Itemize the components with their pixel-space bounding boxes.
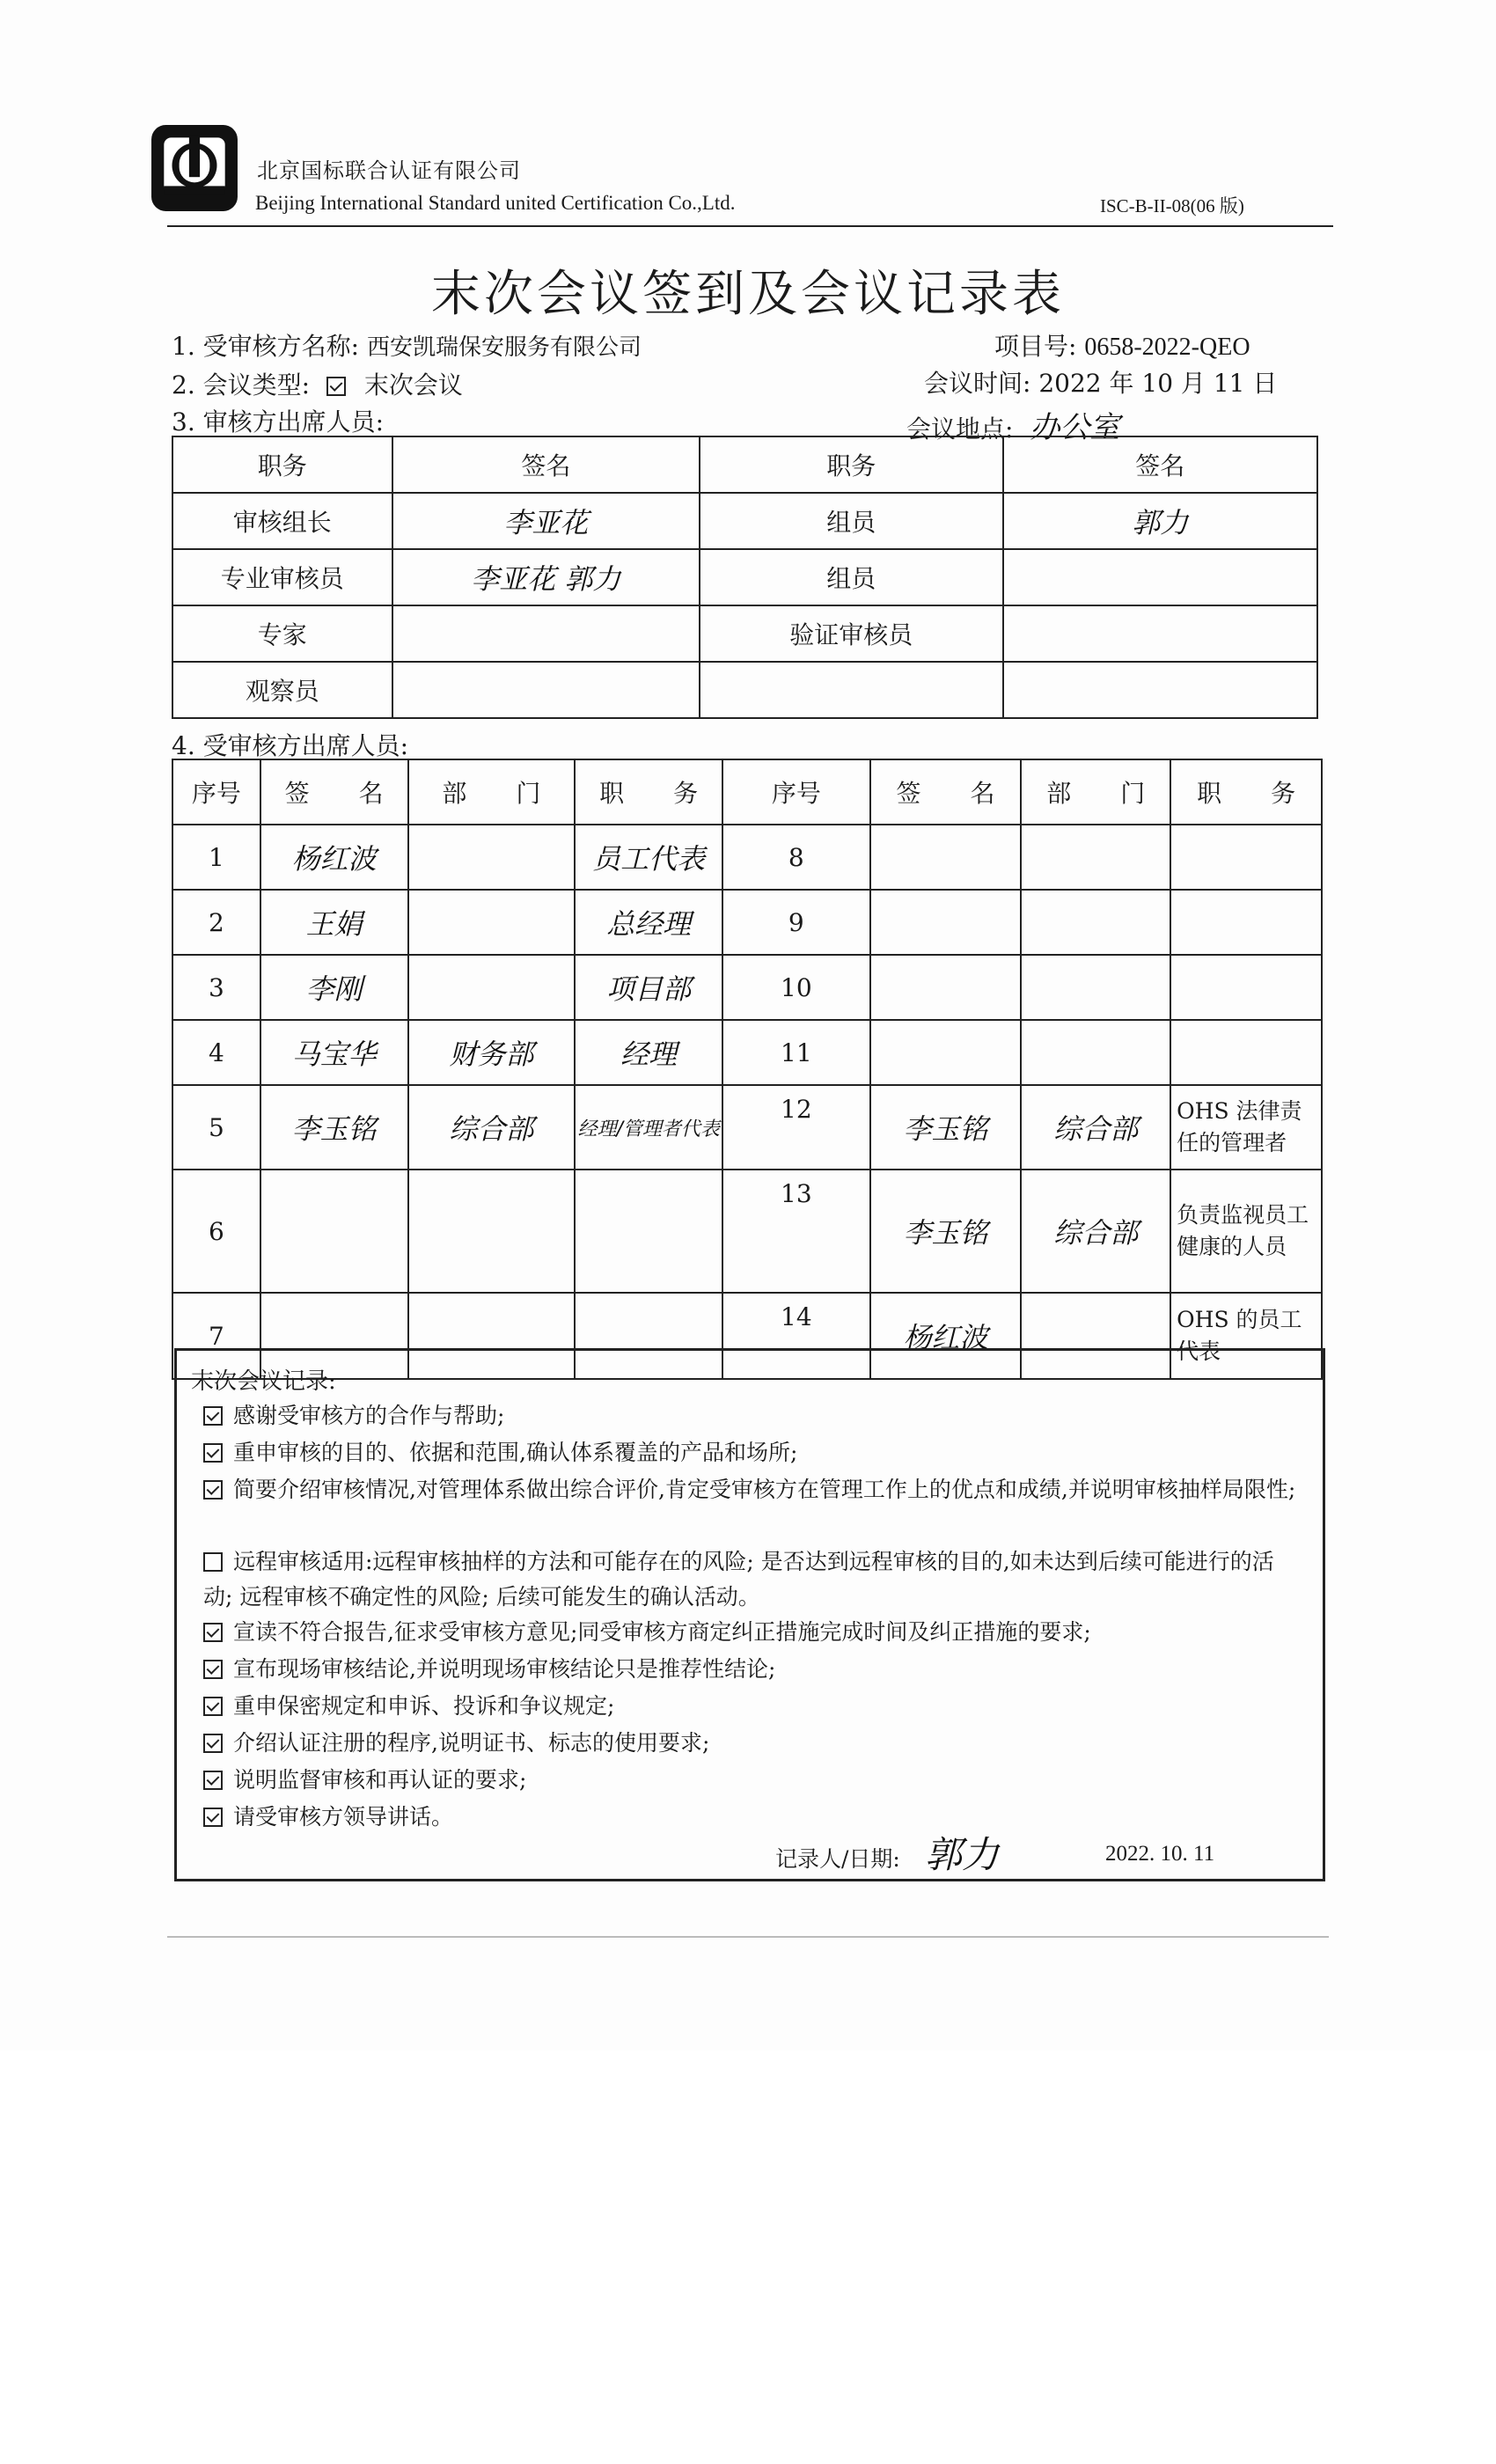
attendee-position-cell (1170, 825, 1322, 890)
attendee-signature-cell (870, 955, 1022, 1020)
meeting-type-value: 末次会议 (363, 370, 463, 400)
audit-party-label: 3. 审核方出席人员: (172, 407, 385, 436)
record-item (203, 1472, 1303, 1507)
attendee-number-cell: 4 (172, 1020, 260, 1085)
attendee-position-cell: 经理/管理者代表 (575, 1085, 722, 1170)
attendee-number-cell: 5 (172, 1085, 260, 1170)
attendee-number-cell: 1 (172, 825, 260, 890)
record-item (203, 1544, 1303, 1615)
role-cell (700, 662, 1002, 718)
attendee-header-cell: 职 务 (1170, 759, 1322, 825)
table-row (172, 662, 1317, 718)
record-item-text: 宣读不符合报告,征求受审核方意见;同受审核方商定纠正措施完成时间及纠正措施的要求; (233, 1619, 1091, 1645)
attendee-number-cell: 10 (722, 955, 870, 1020)
attendee-department-cell (1021, 1020, 1170, 1085)
recorder-label: 记录人/日期: (775, 1846, 900, 1872)
header-rule (167, 225, 1333, 227)
auditee-value: 西安凯瑞保安服务有限公司 (366, 334, 642, 361)
record-item (203, 1689, 1303, 1724)
attendee-position-cell (1170, 955, 1322, 1020)
attendee-number-cell: 14 (722, 1293, 870, 1379)
attendee-department-cell: 综合部 (1021, 1170, 1170, 1293)
attendee-header-cell: 序号 (722, 759, 870, 825)
attendee-position-cell: 负责监视员工健康的人员 (1170, 1170, 1322, 1293)
record-item (203, 1615, 1303, 1650)
attendee-number-cell: 11 (722, 1020, 870, 1085)
attendee-department-cell (1021, 890, 1170, 955)
document-title: 末次会议签到及会议记录表 (431, 266, 1065, 323)
role-cell: 专业审核员 (172, 549, 392, 605)
attendee-number-cell: 13 (722, 1170, 870, 1293)
meeting-place-label: 会议地点: (906, 414, 1014, 444)
attendee-number-cell: 7 (172, 1293, 260, 1379)
table-row (172, 493, 1317, 549)
audit-team-table (172, 436, 1318, 719)
auditee-party-label: 4. 受审核方出席人员: (172, 731, 409, 760)
table-row (172, 1085, 1322, 1170)
table-row (172, 890, 1322, 955)
attendee-header-cell: 部 门 (408, 759, 576, 825)
attendee-signature-cell: 李刚 (260, 955, 408, 1020)
role-cell: 观察员 (172, 662, 392, 718)
meeting-time-value: 2022 年 10 月 11 日 (1038, 369, 1278, 398)
record-item-checkbox[interactable] (203, 1552, 223, 1572)
audit-team-header-cell: 职务 (172, 436, 392, 493)
record-date: 2022. 10. 11 (1105, 1842, 1215, 1866)
table-row (172, 1170, 1322, 1293)
attendee-header-cell: 部 门 (1021, 759, 1170, 825)
table-row (172, 955, 1322, 1020)
attendee-position-cell (1170, 890, 1322, 955)
role-cell: 验证审核员 (700, 605, 1002, 662)
attendee-signature-cell (870, 890, 1022, 955)
company-logo (150, 123, 239, 213)
attendee-position-cell: OHS 法律责任的管理者 (1170, 1085, 1322, 1170)
record-item (203, 1652, 1303, 1687)
attendee-position-cell (575, 1170, 722, 1293)
meeting-type-line (172, 366, 463, 401)
record-title: 末次会议记录: (191, 1368, 336, 1395)
role-cell: 审核组长 (172, 493, 392, 549)
project-label: 项目号: (994, 332, 1077, 361)
bottom-rule (167, 1936, 1329, 1938)
record-item (203, 1763, 1303, 1798)
attendee-position-cell (1170, 1020, 1322, 1085)
meeting-type-label: 2. 会议类型: (172, 370, 311, 400)
role-cell: 组员 (700, 493, 1002, 549)
attendee-department-cell (408, 1170, 576, 1293)
attendee-number-cell: 3 (172, 955, 260, 1020)
attendee-number-cell: 2 (172, 890, 260, 955)
auditee-label: 1. 受审核方名称: (172, 332, 360, 361)
signature-cell: 李亚花 郭力 (392, 549, 700, 605)
attendee-department-cell (1021, 825, 1170, 890)
record-item (203, 1398, 1303, 1434)
attendee-signature-cell: 马宝华 (260, 1020, 408, 1085)
table-row (172, 549, 1317, 605)
record-item-checkbox[interactable] (203, 1697, 223, 1716)
project-line (994, 327, 1250, 363)
attendee-number-cell: 6 (172, 1170, 260, 1293)
signature-cell (1003, 662, 1317, 718)
attendee-department-cell (408, 890, 576, 955)
record-item-checkbox[interactable] (203, 1623, 223, 1642)
signature-cell: 郭力 (1003, 493, 1317, 549)
table-row (172, 825, 1322, 890)
signature-cell (1003, 549, 1317, 605)
meeting-time-label: 会议时间: (924, 369, 1031, 398)
attendee-position-cell: 总经理 (575, 890, 722, 955)
record-item-text: 简要介绍审核情况,对管理体系做出综合评价,肯定受审核方在管理工作上的优点和成绩,并说明审核抽样局限性; (233, 1477, 1296, 1502)
attendee-signature-cell: 李玉铭 (260, 1085, 408, 1170)
attendee-signature-cell: 李玉铭 (870, 1170, 1022, 1293)
role-cell: 组员 (700, 549, 1002, 605)
attendee-header-cell: 职 务 (575, 759, 722, 825)
attendee-department-cell (1021, 955, 1170, 1020)
meeting-record-box (174, 1348, 1325, 1881)
record-item-text: 重申审核的目的、依据和范围,确认体系覆盖的产品和场所; (233, 1440, 798, 1465)
signature-cell (1003, 605, 1317, 662)
table-row (172, 1020, 1322, 1085)
attendee-position-cell: 经理 (575, 1020, 722, 1085)
audit-team-header-cell: 职务 (700, 436, 1002, 493)
record-item-checkbox[interactable] (203, 1660, 223, 1679)
attendee-signature-cell: 杨红波 (870, 1293, 1022, 1379)
attendee-header-row (172, 759, 1322, 825)
attendee-signature-cell: 李玉铭 (870, 1085, 1022, 1170)
attendee-position-cell: OHS 的员工代表 (1170, 1293, 1322, 1379)
attendee-signature-cell: 王娟 (260, 890, 408, 955)
attendee-header-cell: 序号 (172, 759, 260, 825)
record-item-checkbox[interactable] (203, 1443, 223, 1463)
company-name-cn: 北京国标联合认证有限公司 (257, 158, 521, 183)
attendee-position-cell: 员工代表 (575, 825, 722, 890)
attendee-number-cell: 12 (722, 1085, 870, 1170)
attendee-header-cell: 签 名 (870, 759, 1022, 825)
record-item-checkbox[interactable] (203, 1808, 223, 1827)
attendee-signature-cell: 杨红波 (260, 825, 408, 890)
table-row (172, 605, 1317, 662)
record-item-text: 感谢受审核方的合作与帮助; (233, 1403, 505, 1428)
meeting-type-checkbox[interactable] (326, 377, 346, 396)
auditee-line (172, 327, 642, 363)
audit-team-header-row (172, 436, 1317, 493)
attendee-department-cell: 综合部 (408, 1085, 576, 1170)
attendee-department-cell (408, 955, 576, 1020)
attendee-department-cell (408, 825, 576, 890)
attendee-signature-cell (260, 1170, 408, 1293)
project-value: 0658-2022-QEO (1084, 334, 1250, 361)
record-item-text: 说明监督审核和再认证的要求; (233, 1767, 527, 1793)
attendee-number-cell: 8 (722, 825, 870, 890)
record-item-text: 请受审核方领导讲话。 (233, 1804, 454, 1830)
record-item-checkbox[interactable] (203, 1406, 223, 1426)
signature-cell (392, 605, 700, 662)
record-item-text: 重申保密规定和申诉、投诉和争议规定; (233, 1693, 615, 1719)
attendee-department-cell: 综合部 (1021, 1085, 1170, 1170)
record-item-checkbox[interactable] (203, 1771, 223, 1790)
attendee-number-cell: 9 (722, 890, 870, 955)
record-item-checkbox[interactable] (203, 1734, 223, 1753)
signature-cell: 李亚花 (392, 493, 700, 549)
record-item-text: 介绍认证注册的程序,说明证书、标志的使用要求; (233, 1730, 710, 1756)
audit-team-header-cell: 签名 (392, 436, 700, 493)
record-item-text: 宣布现场审核结论,并说明现场审核结论只是推荐性结论; (233, 1656, 776, 1682)
meeting-time-line (924, 364, 1277, 400)
attendee-header-cell: 签 名 (260, 759, 408, 825)
attendee-signature-cell (870, 1020, 1022, 1085)
role-cell: 专家 (172, 605, 392, 662)
recorder-signature: 郭力 (925, 1833, 1000, 1876)
record-item (203, 1800, 1303, 1835)
record-item (203, 1435, 1303, 1470)
document-number: ISC-B-II-08(06 版) (1100, 195, 1244, 216)
audit-team-header-cell: 签名 (1003, 436, 1317, 493)
attendee-department-cell: 财务部 (408, 1020, 576, 1085)
attendee-position-cell: 项目部 (575, 955, 722, 1020)
signature-cell (392, 662, 700, 718)
attendee-signature-cell (870, 825, 1022, 890)
record-item (203, 1726, 1303, 1761)
record-item-checkbox[interactable] (203, 1480, 223, 1500)
attendee-table (172, 759, 1323, 1380)
meeting-place-value: 办公室 (1030, 410, 1120, 445)
company-name-en: Beijing International Standard united Certification Co.,Ltd. (255, 192, 736, 214)
record-item-text: 远程审核适用:远程审核抽样的方法和可能存在的风险; 是否达到远程审核的目的,如未达到后续可能进行的活动; 远程审核不确定性的风险; 后续可能发生的确认活动。 (203, 1549, 1274, 1610)
